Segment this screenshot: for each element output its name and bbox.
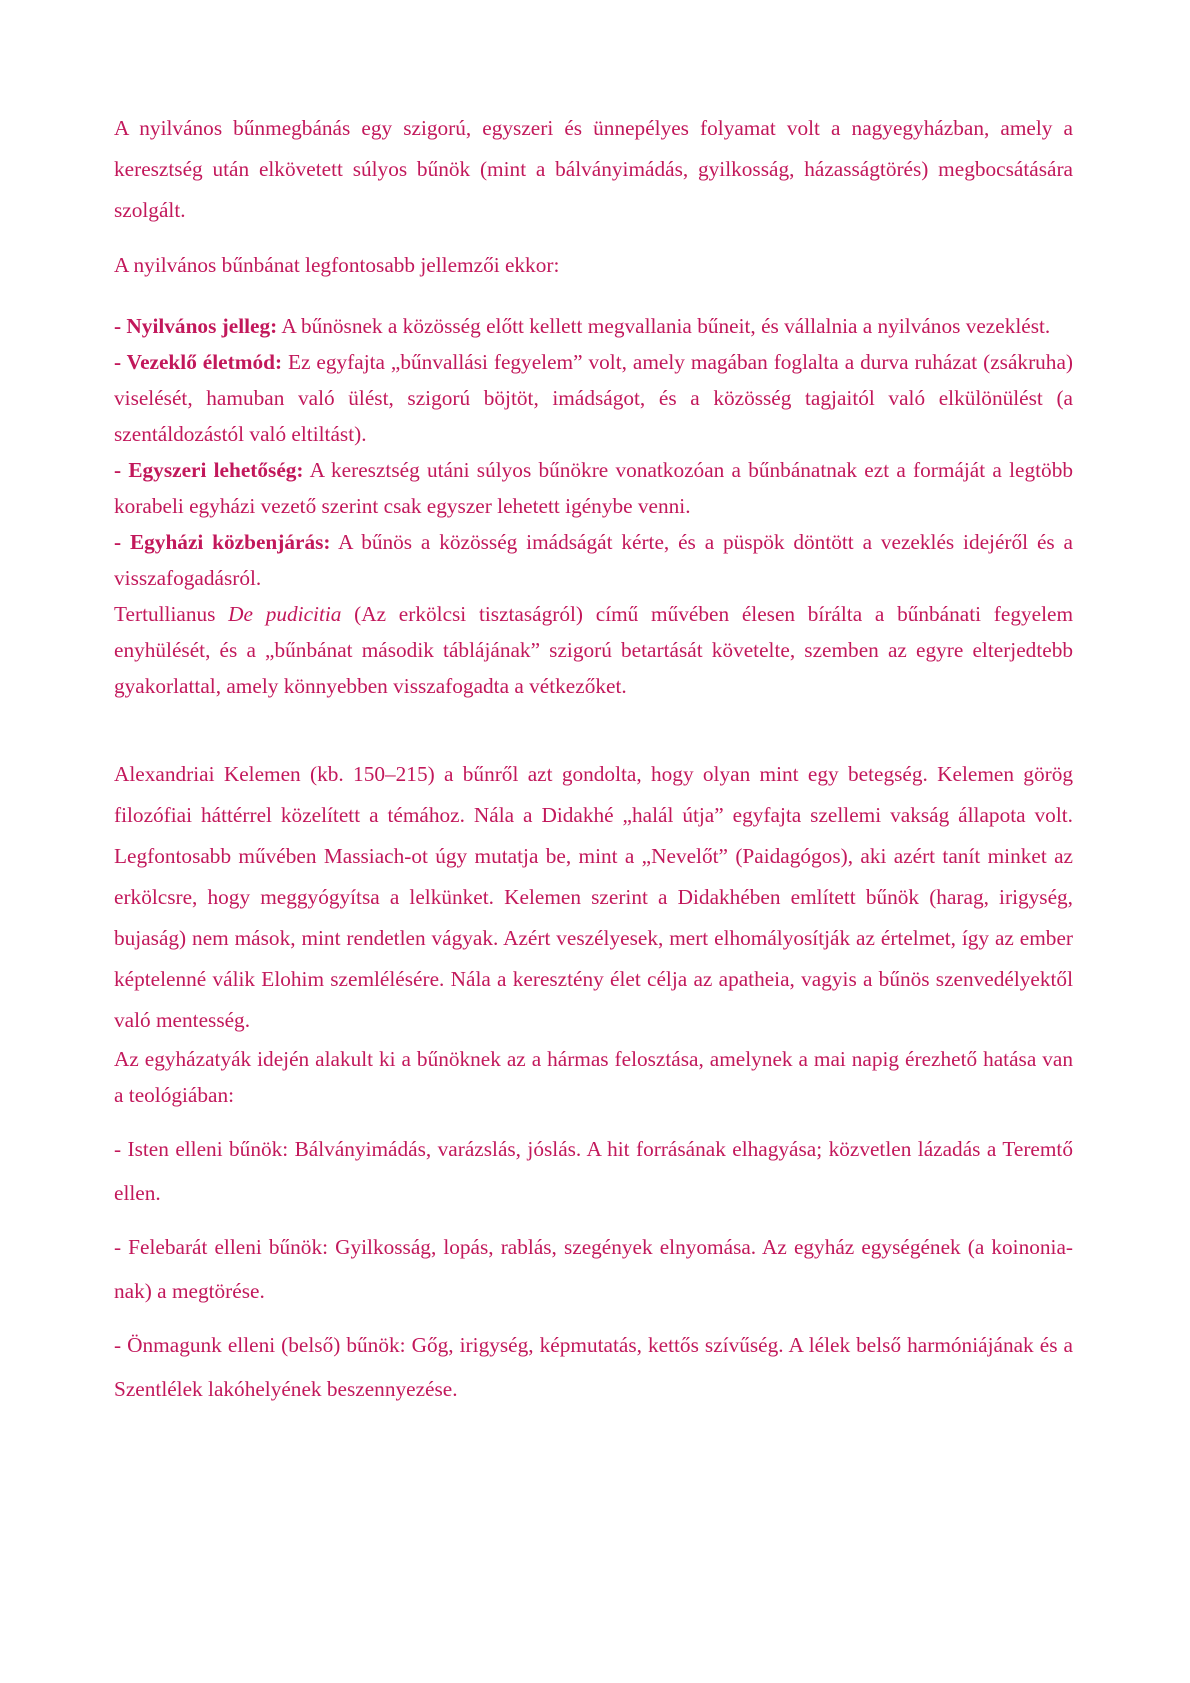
list-item: - Önmagunk elleni (belső) bűnök: Gőg, irigység, képmutatás, kettős szívűség. A lélek belső harmóniájának és a Szentlélek lakóhelyének beszennyezése. [114, 1333, 1073, 1401]
list-item: - Felebarát elleni bűnök: Gyilkosság, lopás, rablás, szegények elnyomása. Az egyház egységének (a koinonia-nak) a megtörése. [114, 1235, 1073, 1303]
feature-text: A keresztség utáni súlyos bűnökre vonatkozóan a bűnbánatnak ezt a formáját a legtöbb korabeli egyházi vezető szerint csak egyszer lehetett igénybe venni. [114, 458, 1073, 518]
list-item [114, 452, 1073, 524]
tertullian-paragraph: Tertullianus De pudicitia (Az erkölcsi tisztaságról) című művében élesen bírálta a bűnbánati fegyelem enyhülését, és a „bűnbánat második táblájának” szigorú betartását követelte, szemben az egyre elterjedtebb gyakorlattal, amely könnyebben visszafogadta a vétkezőket. [114, 602, 1074, 698]
feature-term: - Egyházi közbenjárás: [114, 530, 331, 554]
list-item [114, 344, 1073, 452]
feature-term: - Nyilvános jelleg: [114, 314, 278, 338]
feature-text: Ez egyfajta „bűnvallási fegyelem” volt, amely magában foglalta a durva ruházat (zsákruha) viselését, hamuban való ülést, szigorú böjtöt, imádságot, és a közösség tagjaitól való elkülönülést (a szentáldozástól való eltiltást). [114, 350, 1074, 446]
list-item [114, 524, 1073, 596]
book-title: De pudicitia [228, 602, 342, 626]
feature-text: A bűnösnek a közösség előtt kellett megvallania bűneit, és vállalnia a nyilvános vezeklést. [277, 314, 1051, 338]
division-paragraph: Az egyházatyák idején alakult ki a bűnöknek az a hármas felosztása, amelynek a mai napig érezhető hatása van a teológiában: [114, 1047, 1073, 1107]
list-item [114, 308, 1073, 344]
sins-list [114, 1127, 1073, 1411]
clement-paragraph: Alexandriai Kelemen (kb. 150–215) a bűnről azt gondolta, hogy olyan mint egy betegség. Kelemen görög filozófiai háttérrel közelített a témához. Nála a Didakhé „halál útja” egyfajta szellemi vakság állapota volt. Legfontosabb művében Massiach-ot úgy mutatja be, mint a „Nevelőt” (Paidagógos), aki azért tanít minket az erkölcsre, hogy meggyógyítsa a lelkünket. Kelemen szerint a Didakhében említett bűnök (harag, irigység, bujaság) nem mások, mint rendetlen vágyak. Azért veszélyesek, mert elhomályosítják az értelmet, így az ember képtelenné válik Elohim szemlélésére. Nála a keresztény élet célja az apatheia, vagyis a bűnös szenvedélyektől való mentesség. [114, 762, 1073, 1032]
document-page [114, 108, 1073, 1411]
feature-term: - Vezeklő életmód: [114, 350, 283, 374]
feature-term: - Egyszeri lehetőség: [114, 458, 304, 482]
features-heading: A nyilvános bűnbánat legfontosabb jellemzői ekkor: [114, 253, 560, 277]
list-item: - Isten elleni bűnök: Bálványimádás, varázslás, jóslás. A hit forrásának elhagyása; közvetlen lázadás a Teremtő ellen. [114, 1137, 1073, 1205]
feature-text: A bűnös a közösség imádságát kérte, és a püspök döntött a vezeklés idejéről és a visszafogadásról. [114, 530, 1073, 590]
intro-paragraph: A nyilvános bűnmegbánás egy szigorú, egyszeri és ünnepélyes folyamat volt a nagyegyházban, amely a keresztség után elkövetett súlyos bűnök (mint a bálványimádás, gyilkosság, házasságtörés) megbocsátására szolgált. [114, 116, 1073, 222]
features-list [114, 308, 1073, 704]
